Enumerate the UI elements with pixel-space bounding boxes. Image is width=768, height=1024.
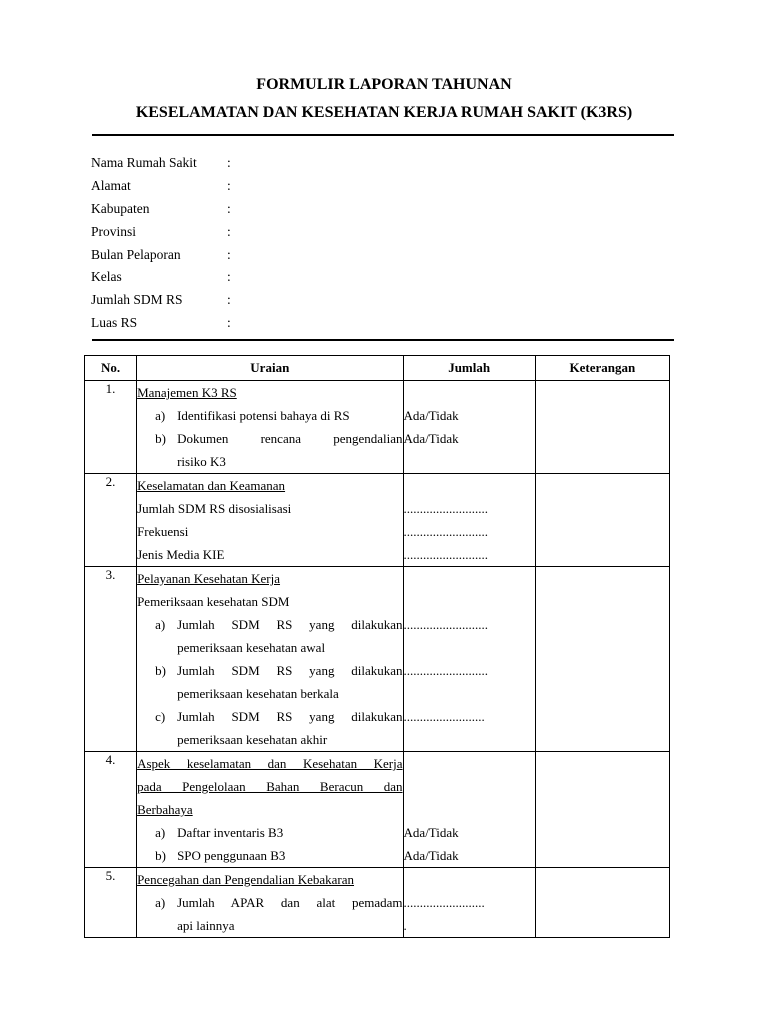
- row-heading: Pencegahan dan Pengendalian Kebakaran: [137, 872, 355, 887]
- row-number: 2.: [85, 474, 137, 567]
- sub-item-text: Jumlah APAR dan alat pemadam: [177, 895, 403, 910]
- field-separator: :: [227, 155, 231, 171]
- field-provinsi: [91, 220, 231, 243]
- report-table: [84, 355, 670, 938]
- sub-item-marker: a): [155, 408, 166, 423]
- table-row: [85, 868, 670, 938]
- sub-item: [137, 427, 402, 450]
- row-keterangan: [535, 381, 669, 474]
- sub-item-marker: b): [155, 663, 166, 678]
- sub-item-continuation: pemeriksaan kesehatan berkala: [177, 686, 339, 701]
- header-jumlah: Jumlah: [403, 356, 535, 381]
- field-label: Jumlah SDM RS: [91, 292, 183, 308]
- table-row: [85, 474, 670, 567]
- row-heading: Keselamatan dan Keamanan: [137, 478, 286, 493]
- row-heading: pada Pengelolaan Bahan Beracun dan: [137, 779, 403, 794]
- field-label: Bulan Pelaporan: [91, 246, 181, 262]
- header-no: No.: [85, 356, 137, 381]
- jumlah-value: .: [403, 918, 407, 933]
- field-separator: :: [227, 314, 231, 330]
- field-separator: :: [227, 200, 231, 216]
- row-uraian: [137, 567, 403, 752]
- table-header-row: [85, 356, 670, 381]
- row-keterangan: [535, 567, 669, 752]
- sub-item: [137, 821, 402, 844]
- row-uraian: [137, 868, 403, 938]
- field-label: Provinsi: [91, 223, 137, 239]
- field-label: Luas RS: [91, 314, 138, 330]
- row-jumlah: [403, 752, 535, 868]
- jumlah-value: .........................: [403, 895, 485, 910]
- field-alamat: [91, 175, 231, 198]
- table-row: [85, 381, 670, 474]
- jumlah-value: Ada/Tidak: [403, 825, 459, 840]
- row-uraian: [137, 474, 403, 567]
- sub-item-text: Identifikasi potensi bahaya di RS: [177, 408, 350, 423]
- field-label: Kelas: [91, 269, 122, 285]
- sub-item-continuation: pemeriksaan kesehatan akhir: [177, 732, 328, 747]
- header-keterangan: Keterangan: [535, 356, 669, 381]
- field-separator: :: [227, 292, 231, 308]
- sub-item-marker: b): [155, 431, 166, 446]
- row-number: 5.: [85, 868, 137, 938]
- jumlah-value: ..........................: [403, 663, 489, 678]
- field-jumlah-sdm-rs: [91, 289, 231, 312]
- sub-item-continuation: risiko K3: [177, 454, 226, 469]
- sub-item: [137, 705, 402, 728]
- jumlah-value: ..........................: [403, 501, 489, 516]
- field-label: Kabupaten: [91, 200, 150, 216]
- row-uraian: [137, 381, 403, 474]
- sub-item-text: Dokumen rencana pengendalian: [177, 431, 403, 446]
- row-jumlah: [403, 567, 535, 752]
- field-label: Alamat: [91, 178, 131, 194]
- form-title: FORMULIR LAPORAN TAHUNAN: [256, 76, 512, 93]
- row-jumlah: [403, 868, 535, 938]
- field-nama-rumah-sakit: [91, 152, 231, 175]
- sub-item: [137, 404, 402, 427]
- row-heading: Pelayanan Kesehatan Kerja: [137, 571, 281, 586]
- jumlah-value: ..........................: [403, 547, 489, 562]
- row-jumlah: [403, 474, 535, 567]
- divider-top: [92, 134, 674, 136]
- row-heading: Manajemen K3 RS: [137, 385, 237, 400]
- sub-item-text: SPO penggunaan B3: [177, 848, 286, 863]
- plain-item: Frekuensi: [137, 524, 189, 539]
- field-luas-rs: [91, 312, 231, 335]
- row-heading: Aspek keselamatan dan Kesehatan Kerja: [137, 756, 403, 771]
- row-number: 1.: [85, 381, 137, 474]
- field-separator: :: [227, 246, 231, 262]
- sub-item: [137, 659, 402, 682]
- field-separator: :: [227, 269, 231, 285]
- sub-item-text: Daftar inventaris B3: [177, 825, 284, 840]
- field-separator: :: [227, 223, 231, 239]
- sub-item: [137, 613, 402, 636]
- plain-item: Jumlah SDM RS disosialisasi: [137, 501, 292, 516]
- sub-item-marker: a): [155, 895, 166, 910]
- sub-item-marker: a): [155, 617, 166, 632]
- sub-item-continuation: api lainnya: [177, 918, 235, 933]
- table-row: [85, 752, 670, 868]
- row-jumlah: [403, 381, 535, 474]
- sub-item-marker: c): [155, 709, 166, 724]
- sub-item-text: Jumlah SDM RS yang dilakukan: [177, 709, 403, 724]
- form-subtitle: KESELAMATAN DAN KESEHATAN KERJA RUMAH SAKIT (K3RS): [135, 104, 633, 121]
- jumlah-value: ..........................: [403, 617, 489, 632]
- sub-item-text: Jumlah SDM RS yang dilakukan: [177, 663, 403, 678]
- row-keterangan: [535, 474, 669, 567]
- sub-item: [137, 891, 402, 914]
- row-keterangan: [535, 868, 669, 938]
- row-number: 3.: [85, 567, 137, 752]
- identity-fields: [91, 152, 231, 334]
- field-separator: :: [227, 178, 231, 194]
- jumlah-value: Ada/Tidak: [403, 431, 459, 446]
- divider-middle: [92, 339, 674, 341]
- field-kabupaten: [91, 198, 231, 221]
- jumlah-value: .........................: [403, 709, 485, 724]
- sub-item-text: Jumlah SDM RS yang dilakukan: [177, 617, 403, 632]
- jumlah-value: Ada/Tidak: [403, 848, 459, 863]
- row-number: 4.: [85, 752, 137, 868]
- sub-item-marker: b): [155, 848, 166, 863]
- sub-item: [137, 844, 402, 867]
- row-keterangan: [535, 752, 669, 868]
- row-intro: Pemeriksaan kesehatan SDM: [137, 594, 290, 609]
- field-label: Nama Rumah Sakit: [91, 155, 197, 171]
- jumlah-value: ..........................: [403, 524, 489, 539]
- table-row: [85, 567, 670, 752]
- plain-item: Jenis Media KIE: [137, 547, 225, 562]
- field-kelas: [91, 266, 231, 289]
- sub-item-continuation: pemeriksaan kesehatan awal: [177, 640, 326, 655]
- field-bulan-pelaporan: [91, 243, 231, 266]
- sub-item-marker: a): [155, 825, 166, 840]
- row-uraian: [137, 752, 403, 868]
- row-heading: Berbahaya: [137, 802, 193, 817]
- jumlah-value: Ada/Tidak: [403, 408, 459, 423]
- header-uraian: Uraian: [137, 356, 403, 381]
